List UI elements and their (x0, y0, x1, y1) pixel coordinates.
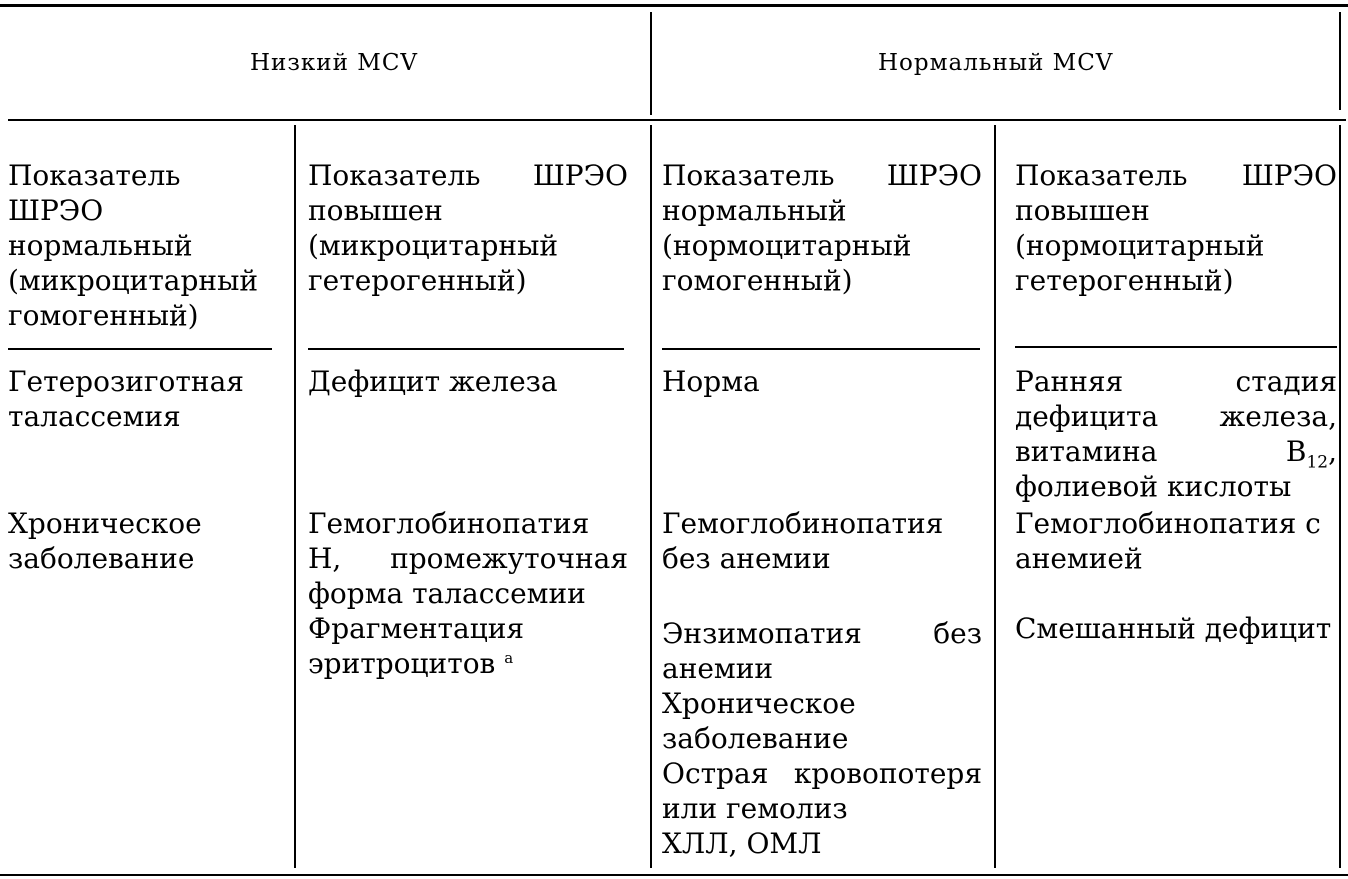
col1-item-1: Гетерозиготная талассемия (8, 365, 244, 433)
subheader-rule-2 (308, 348, 624, 350)
col3-item-5: Острая кровопотеря или гемолиз (662, 757, 982, 825)
divider-4 (1339, 125, 1341, 868)
col2-item-2: Гемоглобинопатия Н, промежуточная форма талассемии (308, 507, 628, 610)
col1-item-2: Хроническое заболевание (8, 507, 202, 575)
col3-item-6: ХЛЛ, ОМЛ (662, 827, 822, 860)
col4-item-1-tail: , фолиевой кислоты (1015, 435, 1337, 503)
subheader-col2: Показатель ШРЭО повышен (микроцитарный гетерогенный) (308, 159, 628, 297)
col4-item-1-text: Ранняя стадия дефицита железа, витамина B (1015, 365, 1337, 468)
divider-3 (994, 125, 996, 868)
divider-1 (294, 125, 296, 868)
col2-item-3 (308, 611, 628, 681)
header-low-mcv: Низкий MCV (250, 50, 419, 76)
header-normal-mcv: Нормальный MCV (878, 50, 1114, 76)
col3-item-3: Энзимопатия без анемии (662, 617, 982, 685)
col2-item-3-text: Фрагментация эритроцитов (308, 612, 525, 680)
col2-item-1: Дефицит железа (308, 365, 558, 398)
divider-2 (650, 125, 652, 868)
col4-item-1-subscript: 12 (1306, 452, 1329, 473)
col4-item-1 (1015, 364, 1337, 504)
col3-item-2: Гемоглобинопатия без анемии (662, 507, 944, 575)
col3-item-1: Норма (662, 365, 760, 398)
col4-item-3: Смешанный дефицит (1015, 612, 1332, 645)
divider-main (650, 12, 652, 115)
subheader-rule-4 (1015, 346, 1337, 348)
subheader-col3: Показатель ШРЭО нормальный (нормоцитарный гомогенный) (662, 159, 982, 297)
header-rule (8, 119, 1346, 121)
subheader-rule-3 (662, 348, 980, 350)
col3-item-4: Хроническое заболевание (662, 687, 856, 755)
subheader-col1: Показатель ШРЭО нормальный (микроцитарный гомогенный) (8, 159, 259, 332)
divider-right-top (1339, 12, 1341, 110)
subheader-col4: Показатель ШРЭО повышен (нормоцитарный гетерогенный) (1015, 159, 1337, 297)
footnote-marker: а (504, 649, 514, 667)
bottom-rule (0, 874, 1348, 876)
subheader-rule-1 (8, 348, 272, 350)
top-rule (0, 4, 1348, 7)
col4-item-2: Гемоглобинопатия с анемией (1015, 507, 1321, 575)
